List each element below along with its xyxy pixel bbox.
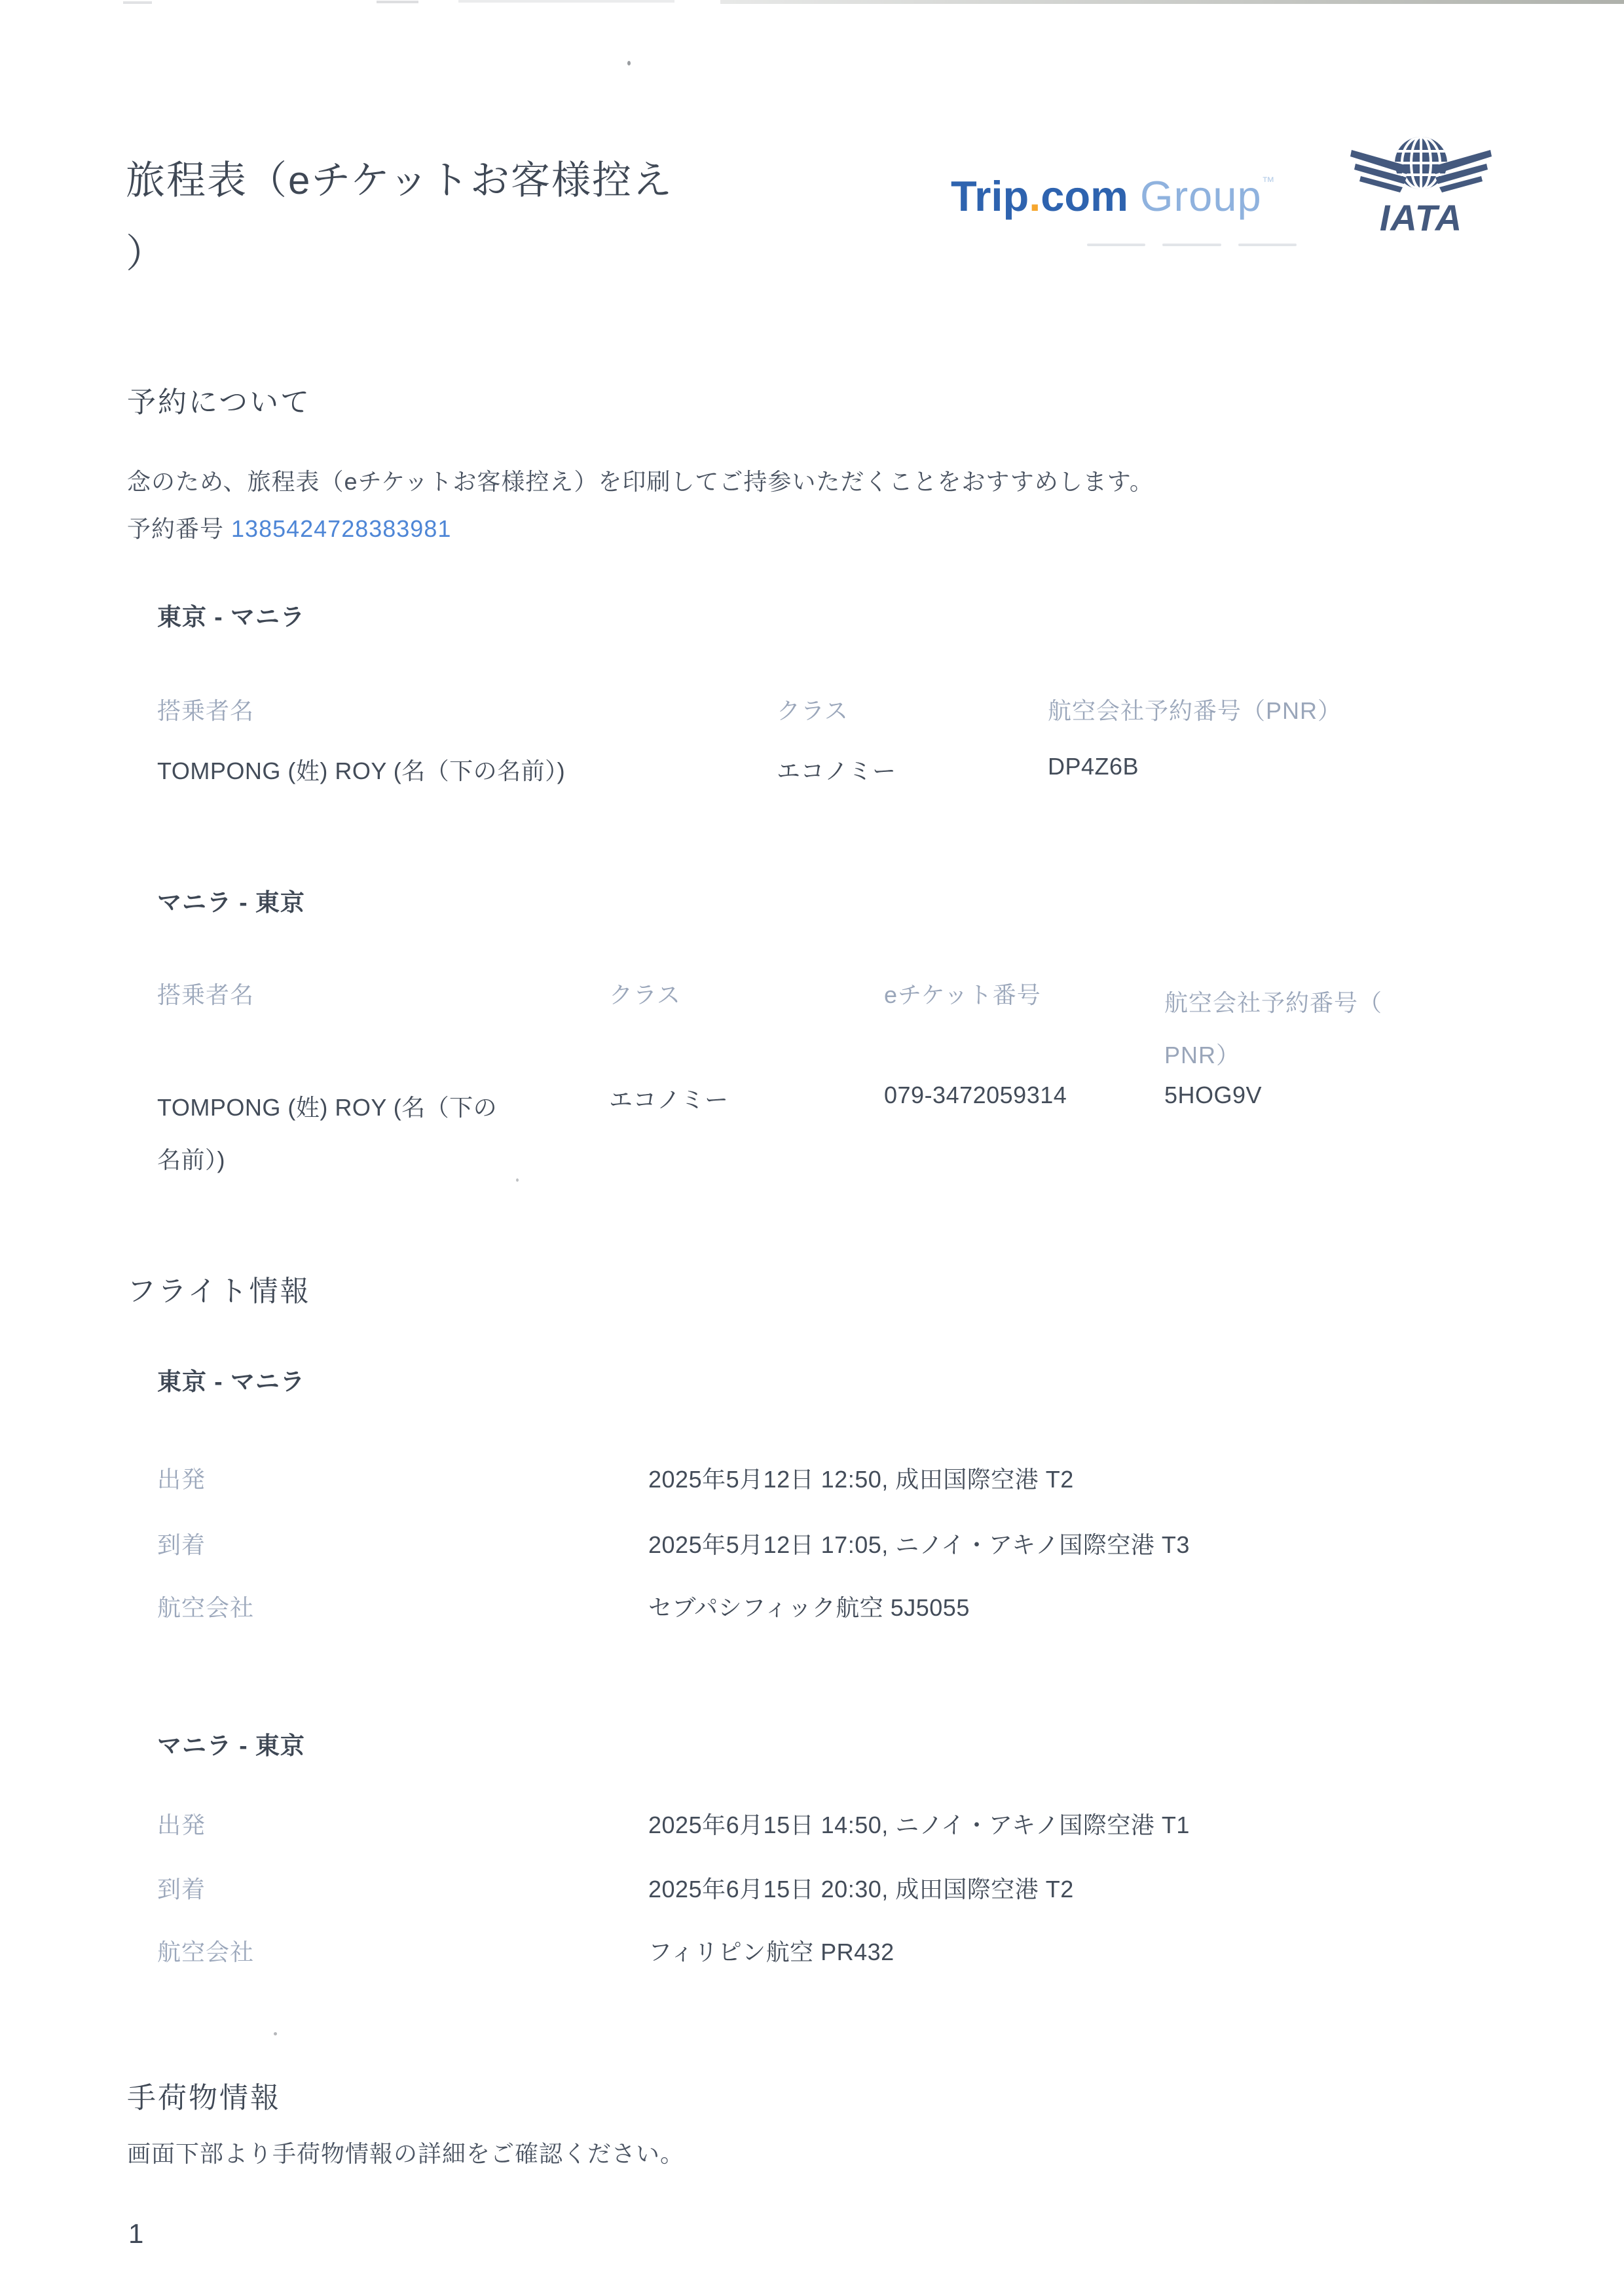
scan-speck — [274, 2032, 277, 2035]
scan-edge-artifact — [377, 1, 418, 3]
flight1-airline-label: 航空会社 — [157, 1594, 255, 1621]
page-number: 1 — [128, 2218, 144, 2249]
booking-number-link[interactable]: 1385424728383981 — [231, 515, 452, 542]
segment2-header-pnr-line2: PNR） — [1164, 1042, 1241, 1068]
baggage-note: 画面下部より手荷物情報の詳細をご確認ください。 — [127, 2140, 685, 2167]
segment1-route-heading: 東京 - マニラ — [157, 604, 305, 630]
scan-ghost-text — [1087, 244, 1297, 249]
segment1-header-class: クラス — [777, 697, 849, 724]
trip-logo-com: com — [1041, 172, 1128, 220]
segment2-pnr-value: 5HOG9V — [1164, 1082, 1263, 1108]
segment2-header-eticket: eチケット番号 — [884, 981, 1041, 1008]
page-title-line1: 旅程表（eチケットお客様控え — [126, 158, 673, 202]
booking-note: 念のため、旅程表（eチケットお客様控え）を印刷してご持参いただくことをおすすめします。 — [127, 468, 1154, 495]
scan-edge-artifact — [458, 0, 674, 3]
iata-logo-graphic — [1348, 128, 1494, 241]
trip-com-group-logo — [951, 172, 1275, 221]
trip-logo-trademark: ™ — [1261, 175, 1275, 189]
flight2-departure-label: 出発 — [157, 1812, 206, 1838]
segment2-header-class: クラス — [609, 981, 681, 1008]
baggage-section-heading: 手荷物情報 — [127, 2082, 281, 2114]
segment2-header-pnr — [1164, 977, 1472, 1082]
flight1-airline-value: セブパシフィック航空 5J5055 — [648, 1594, 970, 1621]
segment1-pnr-value: DP4Z6B — [1048, 753, 1139, 780]
segment2-eticket-value: 079-3472059314 — [884, 1082, 1067, 1108]
page-title-line2: ） — [126, 232, 166, 276]
flight1-route-heading: 東京 - マニラ — [157, 1368, 305, 1395]
segment2-route-heading: マニラ - 東京 — [157, 889, 305, 916]
page-title — [126, 144, 977, 291]
flight2-route-heading: マニラ - 東京 — [157, 1732, 305, 1759]
flight-info-heading: フライト情報 — [127, 1275, 311, 1307]
flight2-airline-value: フィリピン航空 PR432 — [648, 1939, 895, 1965]
segment2-passenger-line1: TOMPONG (姓) ROY (名（下の — [157, 1094, 498, 1121]
segment2-header-passenger: 搭乗者名 — [157, 981, 255, 1008]
segment2-class-value: エコノミー — [609, 1086, 729, 1113]
trip-logo-group: Group — [1139, 172, 1262, 220]
scan-edge-artifact — [123, 1, 152, 4]
scan-speck — [627, 61, 631, 65]
flight2-airline-label: 航空会社 — [157, 1939, 255, 1965]
iata-logo — [1348, 128, 1494, 241]
segment2-passenger-line2: 名前）) — [157, 1146, 225, 1173]
trip-logo-trip: Trip — [951, 172, 1029, 220]
flight2-arrival-value: 2025年6月15日 20:30, 成田国際空港 T2 — [648, 1876, 1074, 1903]
iata-logo-text: IATA — [1379, 197, 1463, 238]
trip-logo-dot: . — [1029, 172, 1041, 220]
booking-section-heading: 予約について — [127, 386, 312, 418]
flight1-arrival-value: 2025年5月12日 17:05, ニノイ・アキノ国際空港 T3 — [648, 1531, 1190, 1558]
scan-edge-artifact — [720, 0, 1624, 4]
booking-number-label: 予約番号 — [127, 515, 225, 542]
flight1-arrival-label: 到着 — [157, 1531, 206, 1558]
segment1-passenger-name: TOMPONG (姓) ROY (名（下の名前）) — [157, 757, 566, 784]
segment2-header-pnr-line1: 航空会社予約番号（ — [1164, 989, 1383, 1016]
flight2-departure-value: 2025年6月15日 14:50, ニノイ・アキノ国際空港 T1 — [648, 1812, 1190, 1838]
segment1-header-pnr: 航空会社予約番号（PNR） — [1048, 697, 1342, 724]
flight1-departure-value: 2025年5月12日 12:50, 成田国際空港 T2 — [648, 1466, 1074, 1493]
booking-number-line — [127, 511, 451, 544]
segment1-header-passenger: 搭乗者名 — [157, 697, 255, 724]
flight1-departure-label: 出発 — [157, 1466, 206, 1493]
flight2-arrival-label: 到着 — [157, 1876, 206, 1903]
segment1-class-value: エコノミー — [777, 757, 896, 784]
segment2-passenger-name — [157, 1082, 576, 1186]
